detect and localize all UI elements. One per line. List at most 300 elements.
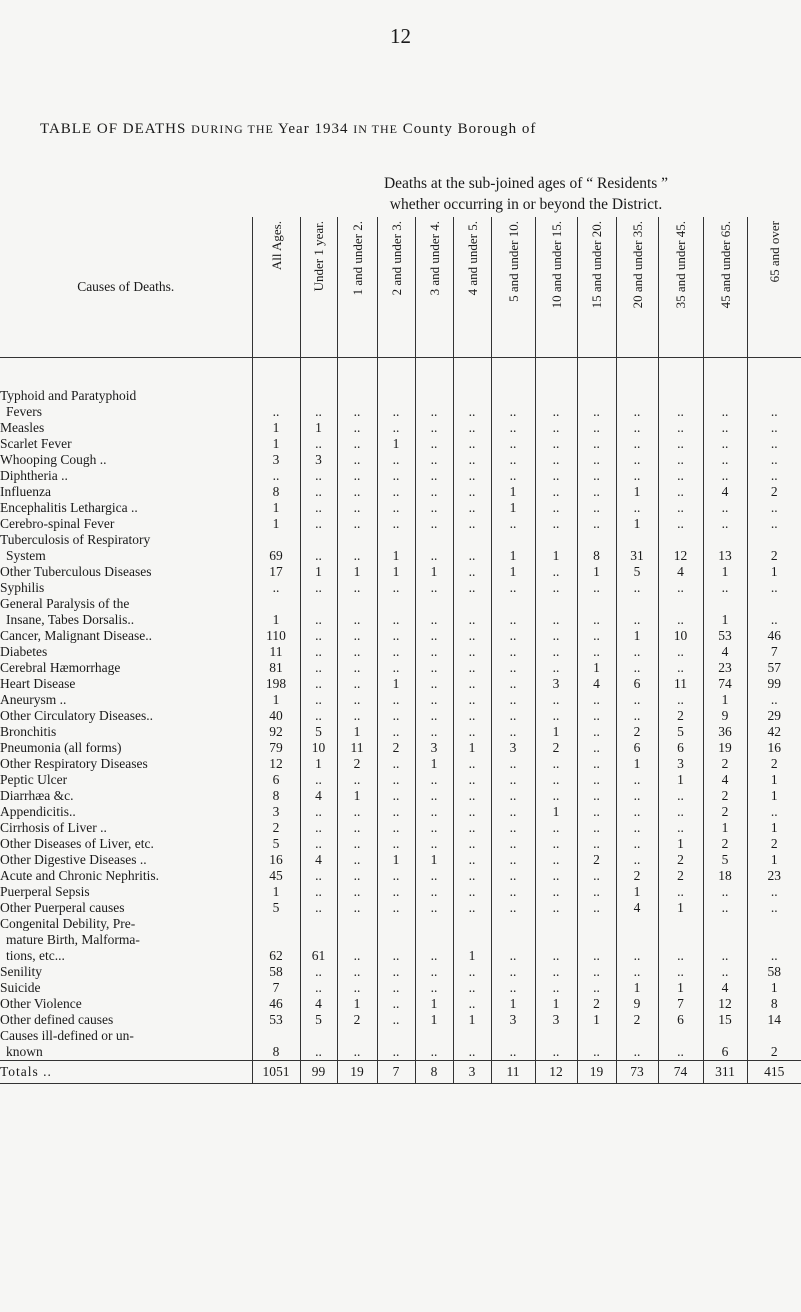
death-count-cell: 4 bbox=[703, 644, 747, 660]
death-count-cell: .. bbox=[415, 484, 453, 500]
age-column-header bbox=[577, 217, 616, 358]
death-count-cell: 2 bbox=[747, 484, 801, 500]
death-count-cell: 1 bbox=[377, 532, 415, 564]
age-column-header bbox=[491, 217, 535, 358]
death-count-cell: 5 bbox=[658, 724, 703, 740]
death-count-cell: 11 bbox=[252, 644, 300, 660]
death-count-cell: 2 bbox=[703, 756, 747, 772]
death-count-cell: .. bbox=[300, 820, 337, 836]
death-count-cell: .. bbox=[453, 596, 491, 628]
death-count-cell: .. bbox=[658, 916, 703, 964]
cause-label: Suicide bbox=[0, 980, 41, 995]
death-count-cell: .. bbox=[415, 628, 453, 644]
death-count-cell: .. bbox=[377, 900, 415, 916]
age-column-header bbox=[415, 217, 453, 358]
death-count-cell: .. bbox=[491, 660, 535, 676]
death-count-cell: .. bbox=[415, 900, 453, 916]
total-count-cell: 74 bbox=[658, 1061, 703, 1084]
death-count-cell: 79 bbox=[252, 740, 300, 756]
table-row bbox=[0, 996, 801, 1012]
death-count-cell: .. bbox=[377, 596, 415, 628]
death-count-cell: .. bbox=[453, 1028, 491, 1061]
death-count-cell: .. bbox=[377, 836, 415, 852]
death-count-cell: 46 bbox=[252, 996, 300, 1012]
death-count-cell: .. bbox=[577, 644, 616, 660]
death-count-cell: .. bbox=[491, 676, 535, 692]
death-count-cell: 12 bbox=[252, 756, 300, 772]
death-count-cell: .. bbox=[577, 884, 616, 900]
cause-label: Tuberculosis of Respiratory bbox=[0, 532, 151, 547]
death-count-cell: .. bbox=[616, 788, 658, 804]
table-row bbox=[0, 596, 801, 628]
death-count-cell: 7 bbox=[747, 644, 801, 660]
death-count-cell: .. bbox=[703, 452, 747, 468]
death-count-cell: .. bbox=[453, 820, 491, 836]
title-main: TABLE OF DEATHS bbox=[40, 121, 187, 137]
death-count-cell: .. bbox=[377, 916, 415, 964]
death-count-cell: 4 bbox=[703, 484, 747, 500]
death-count-cell: .. bbox=[337, 644, 377, 660]
death-count-cell: .. bbox=[535, 660, 577, 676]
death-count-cell: .. bbox=[377, 996, 415, 1012]
death-count-cell: 1 bbox=[658, 980, 703, 996]
death-count-cell: 1 bbox=[377, 436, 415, 452]
age-column-header bbox=[300, 217, 337, 358]
death-count-cell: .. bbox=[535, 900, 577, 916]
cause-cell bbox=[0, 500, 252, 516]
table-title bbox=[40, 121, 801, 138]
cause-label: Bronchitis bbox=[0, 724, 57, 739]
death-count-cell: .. bbox=[577, 580, 616, 596]
cause-label: General Paralysis of the bbox=[0, 596, 130, 611]
death-count-cell: .. bbox=[703, 916, 747, 964]
table-row bbox=[0, 964, 801, 980]
death-count-cell: .. bbox=[577, 500, 616, 516]
table-row bbox=[0, 1012, 801, 1028]
death-count-cell: 10 bbox=[300, 740, 337, 756]
death-count-cell: .. bbox=[453, 980, 491, 996]
death-count-cell: 1 bbox=[658, 836, 703, 852]
death-count-cell: .. bbox=[453, 452, 491, 468]
death-count-cell: .. bbox=[300, 436, 337, 452]
death-count-cell: .. bbox=[337, 916, 377, 964]
death-count-cell: .. bbox=[377, 1012, 415, 1028]
death-count-cell: 3 bbox=[300, 452, 337, 468]
death-count-cell: .. bbox=[415, 516, 453, 532]
death-count-cell: .. bbox=[535, 980, 577, 996]
death-count-cell: 8 bbox=[252, 788, 300, 804]
death-count-cell: 1 bbox=[337, 724, 377, 740]
cause-cell bbox=[0, 516, 252, 532]
death-count-cell: 3 bbox=[658, 756, 703, 772]
death-count-cell: .. bbox=[377, 420, 415, 436]
death-count-cell: .. bbox=[491, 852, 535, 868]
death-count-cell: .. bbox=[491, 884, 535, 900]
death-count-cell: 17 bbox=[252, 564, 300, 580]
age-column-header bbox=[535, 217, 577, 358]
cause-label: Influenza bbox=[0, 484, 51, 499]
death-count-cell: 4 bbox=[300, 788, 337, 804]
death-count-cell: 81 bbox=[252, 660, 300, 676]
age-column-header bbox=[453, 217, 491, 358]
cause-cell bbox=[0, 868, 252, 884]
death-count-cell: .. bbox=[535, 964, 577, 980]
death-count-cell: .. bbox=[658, 452, 703, 468]
death-count-cell: .. bbox=[377, 724, 415, 740]
death-count-cell: .. bbox=[453, 836, 491, 852]
death-count-cell: 2 bbox=[337, 1012, 377, 1028]
death-count-cell: .. bbox=[747, 516, 801, 532]
death-count-cell: .. bbox=[535, 884, 577, 900]
death-count-cell: 4 bbox=[703, 772, 747, 788]
death-count-cell: .. bbox=[252, 580, 300, 596]
death-count-cell: .. bbox=[337, 868, 377, 884]
death-count-cell: 31 bbox=[616, 532, 658, 564]
page-number: 12 bbox=[390, 24, 411, 48]
death-count-cell: .. bbox=[616, 772, 658, 788]
cause-cell bbox=[0, 916, 252, 964]
death-count-cell: .. bbox=[377, 884, 415, 900]
death-count-cell: .. bbox=[415, 964, 453, 980]
death-count-cell: .. bbox=[337, 980, 377, 996]
death-count-cell: 15 bbox=[703, 1012, 747, 1028]
death-count-cell: 2 bbox=[658, 868, 703, 884]
cause-label: Appendicitis.. bbox=[0, 804, 76, 819]
table-row bbox=[0, 628, 801, 644]
death-count-cell: .. bbox=[377, 628, 415, 644]
death-count-cell: .. bbox=[453, 868, 491, 884]
cause-label: Other Circulatory Diseases.. bbox=[0, 708, 153, 723]
death-count-cell: .. bbox=[491, 772, 535, 788]
death-count-cell: 1 bbox=[453, 916, 491, 964]
death-count-cell: .. bbox=[415, 532, 453, 564]
death-count-cell: 8 bbox=[252, 1028, 300, 1061]
death-count-cell: .. bbox=[337, 596, 377, 628]
cause-label: mature Birth, Malforma- bbox=[6, 932, 140, 947]
death-count-cell: .. bbox=[491, 436, 535, 452]
table-row bbox=[0, 484, 801, 500]
death-count-cell: 2 bbox=[616, 868, 658, 884]
death-count-cell: .. bbox=[453, 516, 491, 532]
death-count-cell: .. bbox=[658, 1028, 703, 1061]
death-count-cell: .. bbox=[415, 468, 453, 484]
death-count-cell: .. bbox=[377, 980, 415, 996]
death-count-cell: 1 bbox=[703, 692, 747, 708]
cause-label: Whooping Cough .. bbox=[0, 452, 107, 467]
death-count-cell: .. bbox=[703, 900, 747, 916]
table-row bbox=[0, 820, 801, 836]
death-count-cell: .. bbox=[300, 596, 337, 628]
death-count-cell: 3 bbox=[491, 1012, 535, 1028]
death-count-cell: 4 bbox=[616, 900, 658, 916]
cause-cell bbox=[0, 452, 252, 468]
death-count-cell: 4 bbox=[658, 564, 703, 580]
death-count-cell: .. bbox=[577, 820, 616, 836]
death-count-cell: .. bbox=[703, 436, 747, 452]
death-count-cell: .. bbox=[491, 916, 535, 964]
death-count-cell: 2 bbox=[658, 852, 703, 868]
cause-cell bbox=[0, 484, 252, 500]
death-count-cell: .. bbox=[491, 868, 535, 884]
title-year: 1934 bbox=[314, 121, 349, 137]
death-count-cell: .. bbox=[747, 916, 801, 964]
death-count-cell: 1 bbox=[616, 980, 658, 996]
cause-label: Other Respiratory Diseases bbox=[0, 756, 148, 771]
death-count-cell: .. bbox=[300, 388, 337, 420]
death-count-cell: .. bbox=[616, 1028, 658, 1061]
death-count-cell: .. bbox=[703, 388, 747, 420]
death-count-cell: 1 bbox=[577, 1012, 616, 1028]
death-count-cell: 6 bbox=[252, 772, 300, 788]
death-count-cell: .. bbox=[535, 436, 577, 452]
death-count-cell: .. bbox=[535, 564, 577, 580]
cause-label: Scarlet Fever bbox=[0, 436, 72, 451]
death-count-cell: .. bbox=[453, 484, 491, 500]
death-count-cell: 42 bbox=[747, 724, 801, 740]
death-count-cell: .. bbox=[577, 900, 616, 916]
death-count-cell: .. bbox=[337, 388, 377, 420]
age-column-label: 35 and under 45. bbox=[673, 221, 688, 309]
death-count-cell: .. bbox=[491, 724, 535, 740]
total-count-cell: 8 bbox=[415, 1061, 453, 1084]
death-count-cell: 1 bbox=[616, 516, 658, 532]
death-count-cell: 13 bbox=[703, 532, 747, 564]
death-count-cell: 1 bbox=[491, 484, 535, 500]
death-count-cell: .. bbox=[453, 628, 491, 644]
death-count-cell: 16 bbox=[252, 852, 300, 868]
death-count-cell: .. bbox=[377, 484, 415, 500]
death-count-cell: .. bbox=[337, 468, 377, 484]
death-count-cell: 4 bbox=[300, 996, 337, 1012]
death-count-cell: .. bbox=[658, 596, 703, 628]
cause-label: Cancer, Malignant Disease.. bbox=[0, 628, 153, 643]
table-row bbox=[0, 804, 801, 820]
cause-cell bbox=[0, 852, 252, 868]
death-count-cell: 1 bbox=[577, 564, 616, 580]
death-count-cell: 5 bbox=[252, 900, 300, 916]
table-row bbox=[0, 660, 801, 676]
death-count-cell: .. bbox=[337, 452, 377, 468]
death-count-cell: .. bbox=[453, 660, 491, 676]
death-count-cell: 1 bbox=[747, 852, 801, 868]
death-count-cell: .. bbox=[415, 980, 453, 996]
death-count-cell: 1 bbox=[535, 804, 577, 820]
age-column-label: 10 and under 15. bbox=[548, 221, 564, 309]
cause-label: Other Digestive Diseases .. bbox=[0, 852, 147, 867]
death-count-cell: 6 bbox=[658, 740, 703, 756]
age-column-label: Under 1 year. bbox=[311, 221, 326, 292]
death-count-cell: .. bbox=[415, 596, 453, 628]
cause-cell bbox=[0, 644, 252, 660]
death-count-cell: .. bbox=[300, 580, 337, 596]
cause-cell bbox=[0, 804, 252, 820]
death-count-cell: .. bbox=[453, 500, 491, 516]
death-count-cell: 1 bbox=[377, 676, 415, 692]
death-count-cell: .. bbox=[703, 500, 747, 516]
death-count-cell: .. bbox=[415, 884, 453, 900]
death-count-cell: .. bbox=[577, 452, 616, 468]
cause-cell bbox=[0, 980, 252, 996]
table-row bbox=[0, 740, 801, 756]
death-count-cell: .. bbox=[491, 836, 535, 852]
table-row bbox=[0, 692, 801, 708]
causes-column-header: Causes of Deaths. bbox=[0, 217, 252, 358]
table-row bbox=[0, 852, 801, 868]
death-count-cell: .. bbox=[415, 708, 453, 724]
cause-label: Pneumonia (all forms) bbox=[0, 740, 122, 755]
death-count-cell: .. bbox=[415, 868, 453, 884]
death-count-cell: .. bbox=[747, 388, 801, 420]
death-count-cell: .. bbox=[415, 676, 453, 692]
death-count-cell: 8 bbox=[577, 532, 616, 564]
age-column-label: 20 and under 35. bbox=[629, 221, 645, 309]
death-count-cell: .. bbox=[577, 596, 616, 628]
cause-cell bbox=[0, 468, 252, 484]
death-count-cell: .. bbox=[377, 868, 415, 884]
death-count-cell: .. bbox=[491, 900, 535, 916]
death-count-cell: 7 bbox=[252, 980, 300, 996]
death-count-cell: 45 bbox=[252, 868, 300, 884]
death-count-cell: 61 bbox=[300, 916, 337, 964]
cause-label: tions, etc... bbox=[6, 948, 65, 963]
death-count-cell: 5 bbox=[300, 1012, 337, 1028]
cause-cell bbox=[0, 724, 252, 740]
cause-cell bbox=[0, 964, 252, 980]
death-count-cell: .. bbox=[377, 692, 415, 708]
cause-label: Causes ill-defined or un- bbox=[0, 1028, 134, 1043]
death-count-cell: 1 bbox=[337, 996, 377, 1012]
death-count-cell: 2 bbox=[703, 788, 747, 804]
death-count-cell: 6 bbox=[703, 1028, 747, 1061]
death-count-cell: .. bbox=[535, 868, 577, 884]
death-count-cell: .. bbox=[577, 836, 616, 852]
death-count-cell: 92 bbox=[252, 724, 300, 740]
death-count-cell: 5 bbox=[252, 836, 300, 852]
death-count-cell: .. bbox=[747, 468, 801, 484]
cause-label: known bbox=[6, 1044, 43, 1059]
death-count-cell: 3 bbox=[252, 452, 300, 468]
death-count-cell: 74 bbox=[703, 676, 747, 692]
death-count-cell: .. bbox=[747, 436, 801, 452]
death-count-cell: 1 bbox=[377, 564, 415, 580]
death-count-cell: 46 bbox=[747, 628, 801, 644]
cause-label: Other defined causes bbox=[0, 1012, 114, 1027]
death-count-cell: .. bbox=[415, 580, 453, 596]
death-count-cell: .. bbox=[535, 772, 577, 788]
death-count-cell: 110 bbox=[252, 628, 300, 644]
death-count-cell: 29 bbox=[747, 708, 801, 724]
cause-cell bbox=[0, 740, 252, 756]
death-count-cell: 2 bbox=[616, 724, 658, 740]
death-count-cell: .. bbox=[747, 900, 801, 916]
death-count-cell: 4 bbox=[300, 852, 337, 868]
death-count-cell: 2 bbox=[337, 756, 377, 772]
death-count-cell: 1 bbox=[453, 740, 491, 756]
death-count-cell: .. bbox=[453, 804, 491, 820]
death-count-cell: .. bbox=[616, 500, 658, 516]
table-row bbox=[0, 788, 801, 804]
death-count-cell: .. bbox=[658, 884, 703, 900]
death-count-cell: 1 bbox=[491, 532, 535, 564]
death-count-cell: .. bbox=[658, 804, 703, 820]
table-row bbox=[0, 1028, 801, 1061]
death-count-cell: .. bbox=[658, 388, 703, 420]
death-count-cell: 1 bbox=[747, 772, 801, 788]
death-count-cell: 2 bbox=[535, 740, 577, 756]
group-header-line1: Deaths at the sub-joined ages of “ Residents ” bbox=[383, 175, 669, 192]
death-count-cell: .. bbox=[535, 452, 577, 468]
table-row bbox=[0, 532, 801, 564]
cause-cell bbox=[0, 1028, 252, 1061]
death-count-cell: .. bbox=[252, 468, 300, 484]
death-count-cell: .. bbox=[337, 676, 377, 692]
cause-label: Cerebro-spinal Fever bbox=[0, 516, 115, 531]
death-count-cell: .. bbox=[453, 420, 491, 436]
cause-cell bbox=[0, 836, 252, 852]
cause-cell bbox=[0, 708, 252, 724]
death-count-cell: .. bbox=[453, 436, 491, 452]
death-count-cell: 2 bbox=[703, 804, 747, 820]
death-count-cell: .. bbox=[616, 436, 658, 452]
death-count-cell: .. bbox=[577, 388, 616, 420]
death-count-cell: .. bbox=[415, 804, 453, 820]
death-count-cell: .. bbox=[453, 468, 491, 484]
cause-cell bbox=[0, 596, 252, 628]
death-count-cell: .. bbox=[300, 708, 337, 724]
death-count-cell: .. bbox=[453, 724, 491, 740]
death-count-cell: .. bbox=[300, 516, 337, 532]
title-in-the: IN THE bbox=[353, 122, 398, 136]
death-count-cell: .. bbox=[491, 788, 535, 804]
death-count-cell: 1 bbox=[491, 564, 535, 580]
death-count-cell: 2 bbox=[747, 756, 801, 772]
table-row bbox=[0, 388, 801, 420]
deaths-table bbox=[0, 217, 801, 1084]
death-count-cell: .. bbox=[337, 772, 377, 788]
death-count-cell: 1 bbox=[415, 756, 453, 772]
death-count-cell: .. bbox=[535, 692, 577, 708]
cause-label: System bbox=[6, 548, 46, 563]
death-count-cell: 57 bbox=[747, 660, 801, 676]
death-count-cell: .. bbox=[577, 1028, 616, 1061]
death-count-cell: 53 bbox=[252, 1012, 300, 1028]
title-year-label: Year bbox=[278, 121, 310, 137]
cause-label: Peptic Ulcer bbox=[0, 772, 68, 787]
death-count-cell: .. bbox=[616, 420, 658, 436]
death-count-cell: .. bbox=[300, 868, 337, 884]
death-count-cell: .. bbox=[577, 804, 616, 820]
death-count-cell: .. bbox=[453, 580, 491, 596]
death-count-cell: .. bbox=[300, 900, 337, 916]
cause-label: Senility bbox=[0, 964, 43, 979]
death-count-cell: .. bbox=[337, 836, 377, 852]
cause-label: Diabetes bbox=[0, 644, 48, 659]
death-count-cell: .. bbox=[616, 660, 658, 676]
death-count-cell: .. bbox=[415, 644, 453, 660]
death-count-cell: .. bbox=[747, 692, 801, 708]
death-count-cell: .. bbox=[377, 388, 415, 420]
death-count-cell: .. bbox=[491, 516, 535, 532]
cause-cell bbox=[0, 692, 252, 708]
table-row bbox=[0, 868, 801, 884]
death-count-cell: 1 bbox=[252, 500, 300, 516]
death-count-cell: .. bbox=[337, 660, 377, 676]
cause-label: Cirrhosis of Liver .. bbox=[0, 820, 107, 835]
death-count-cell: .. bbox=[453, 964, 491, 980]
death-count-cell: .. bbox=[577, 916, 616, 964]
death-count-cell: 5 bbox=[703, 852, 747, 868]
death-count-cell: .. bbox=[577, 708, 616, 724]
